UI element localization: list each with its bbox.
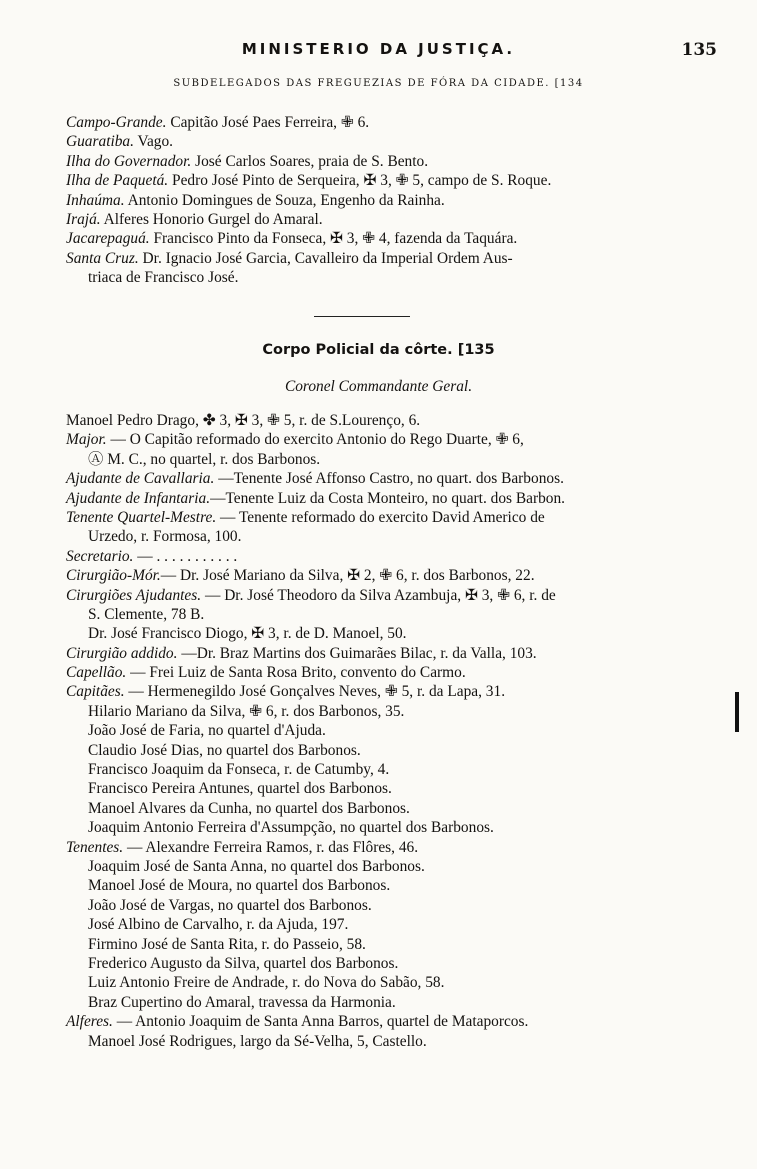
entry-text: Antonio Domingues de Souza, Engenho da Rainha.	[124, 191, 445, 209]
entry-text: Vago.	[133, 133, 174, 151]
entry-label: Jacarepaguá.	[66, 230, 150, 248]
text-line	[66, 411, 698, 430]
text-line	[66, 450, 698, 469]
text-line	[66, 489, 698, 508]
entry-text: Frederico Augusto da Silva, quartel dos Barbonos.	[88, 954, 399, 972]
entry-text: Alferes Honorio Gurgel do Amaral.	[100, 210, 323, 228]
entry-text: S. Clemente, 78 B.	[88, 605, 205, 623]
entry-text: — Antonio Joaquim de Santa Anna Barros, quartel de Mataporcos.	[112, 1013, 529, 1031]
text-line	[66, 191, 698, 210]
text-line	[66, 644, 698, 663]
text-line	[66, 624, 698, 643]
entry-text: Urzedo, r. Formosa, 100.	[88, 528, 242, 546]
section-header: SUBDELEGADOS DAS FREGUEZIAS DE FÓRA DA CIDADE. [134	[173, 78, 584, 89]
entry-text: Dr. Ignacio José Garcia, Cavalleiro da Imperial Ordem Aus-	[138, 249, 513, 267]
entry-text: Firmino José de Santa Rita, r. do Passeio, 58.	[88, 935, 366, 953]
text-line	[66, 566, 698, 585]
entry-label: Ajudante de Infantaria.	[66, 489, 211, 507]
entry-label: Ilha de Paquetá.	[66, 172, 169, 190]
entry-text: Manoel Alvares da Cunha, no quartel dos Barbonos.	[88, 799, 410, 817]
text-line	[66, 547, 698, 566]
text-line	[66, 721, 698, 740]
entry-text: Joaquim Antonio Ferreira d'Assumpção, no quartel dos Barbonos.	[88, 819, 494, 837]
text-line	[66, 682, 698, 701]
text-line	[66, 508, 698, 527]
entry-text: Luiz Antonio Freire de Andrade, r. do Nova do Sabão, 58.	[88, 974, 445, 992]
entry-text: — O Capitão reformado do exercito Antonio do Rego Duarte, ✙ 6,	[106, 431, 524, 449]
text-line	[66, 935, 698, 954]
entry-text: Claudio José Dias, no quartel dos Barbonos.	[88, 741, 361, 759]
text-line	[66, 171, 698, 190]
entry-label: Capitães.	[66, 683, 125, 701]
entry-text: Manoel José Rodrigues, largo da Sé-Velha, 5, Castello.	[88, 1032, 427, 1050]
section-subtitle: Coronel Commandante Geral.	[284, 378, 473, 395]
entry-label: Ajudante de Cavallaria.	[66, 470, 215, 488]
entry-text: — Tenente reformado do exercito David Americo de	[216, 508, 545, 526]
section-title: Corpo Policial da côrte. [135	[262, 342, 495, 358]
entry-text: José Albino de Carvalho, r. da Ajuda, 197.	[88, 916, 349, 934]
entry-text: — Alexandre Ferreira Ramos, r. das Flôres, 46.	[123, 838, 419, 856]
entry-label: Inhaúma.	[66, 191, 125, 209]
text-line	[66, 760, 698, 779]
entry-label: Guaratiba.	[66, 133, 134, 151]
text-line	[66, 799, 698, 818]
entry-text: Hilario Mariano da Silva, ✙ 6, r. dos Barbonos, 35.	[88, 702, 405, 720]
text-line	[66, 954, 698, 973]
text-line	[66, 857, 698, 876]
entry-text: Pedro José Pinto de Serqueira, ✠ 3, ✙ 5, campo de S. Roque.	[168, 172, 552, 190]
entry-text: Capitão José Paes Ferreira, ✙ 6.	[166, 114, 370, 131]
text-line	[66, 113, 698, 132]
entry-label: Secretario.	[66, 547, 134, 565]
entry-label: Tenente Quartel-Mestre.	[66, 508, 217, 526]
entry-text: —Dr. Braz Martins dos Guimarães Bilac, r. da Valla, 103.	[177, 644, 537, 662]
entry-text: Ⓐ M. C., no quartel, r. dos Barbonos.	[88, 450, 321, 468]
text-line	[66, 818, 698, 837]
text-line	[66, 896, 698, 915]
text-line	[66, 973, 698, 992]
text-line	[66, 527, 698, 546]
entry-label: Alferes.	[66, 1013, 113, 1031]
entry-text: Dr. José Francisco Diogo, ✠ 3, r. de D. Manoel, 50.	[88, 625, 407, 643]
entry-label: Capellão.	[66, 664, 127, 682]
entry-label: Campo-Grande.	[66, 114, 167, 131]
entry-text: João José de Vargas, no quartel dos Barbonos.	[88, 896, 372, 914]
entry-text: —Tenente José Affonso Castro, no quart. dos Barbonos.	[214, 470, 564, 488]
entry-text: Francisco Pinto da Fonseca, ✠ 3, ✙ 4, fazenda da Taquára.	[149, 230, 518, 248]
text-line	[66, 430, 698, 449]
margin-mark	[735, 692, 739, 732]
entry-label: Major.	[66, 431, 107, 449]
entry-text: — Frei Luiz de Santa Rosa Brito, convento do Carmo.	[126, 664, 466, 682]
text-line	[66, 1012, 698, 1031]
text-line	[66, 663, 698, 682]
text-line	[66, 1032, 698, 1051]
text-line	[66, 993, 698, 1012]
entry-text: Braz Cupertino do Amaral, travessa da Harmonia.	[88, 993, 396, 1011]
entry-text: João José de Faria, no quartel d'Ajuda.	[88, 722, 326, 740]
subdelegados-list	[66, 113, 698, 288]
text-line	[66, 876, 698, 895]
entry-text: Joaquim José de Santa Anna, no quartel dos Barbonos.	[88, 857, 425, 875]
text-line	[66, 779, 698, 798]
entry-text: Francisco Pereira Antunes, quartel dos Barbonos.	[88, 780, 392, 798]
text-line	[66, 268, 698, 287]
entry-text: — Hermenegildo José Gonçalves Neves, ✙ 5, r. da Lapa, 31.	[124, 683, 506, 701]
text-line	[66, 915, 698, 934]
text-line	[66, 469, 698, 488]
page-number: 135	[681, 40, 717, 60]
entry-text: Manoel José de Moura, no quartel dos Barbonos.	[88, 877, 391, 895]
entry-text: — . . . . . . . . . . .	[133, 547, 238, 565]
text-line	[66, 702, 698, 721]
entry-text: — Dr. José Mariano da Silva, ✠ 2, ✙ 6, r. dos Barbonos, 22.	[160, 567, 535, 585]
text-line	[66, 132, 698, 151]
text-line	[66, 152, 698, 171]
text-line	[66, 210, 698, 229]
corpo-policial-list	[66, 411, 698, 1051]
entry-label: Cirurgiões Ajudantes.	[66, 586, 202, 604]
entry-text: — Dr. José Theodoro da Silva Azambuja, ✠ 3, ✙ 6, r. de	[201, 586, 556, 604]
entry-text: Manoel Pedro Drago, ✤ 3, ✠ 3, ✙ 5, r. de S.Lourenço, 6.	[66, 412, 421, 429]
entry-text: Francisco Joaquim da Fonseca, r. de Catumby, 4.	[88, 761, 390, 779]
text-line	[66, 838, 698, 857]
divider	[314, 316, 410, 317]
entry-label: Irajá.	[66, 210, 101, 228]
text-line	[66, 586, 698, 605]
text-line	[66, 249, 698, 268]
entry-text: —Tenente Luiz da Costa Monteiro, no quart. dos Barbon.	[210, 489, 566, 507]
entry-label: Ilha do Governador.	[66, 152, 192, 170]
running-header: MINISTERIO DA JUSTIÇA.	[241, 40, 516, 58]
entry-text: triaca de Francisco José.	[88, 269, 239, 287]
entry-label: Tenentes.	[66, 838, 124, 856]
text-line	[66, 229, 698, 248]
entry-label: Santa Cruz.	[66, 249, 139, 267]
entry-label: Cirurgião-Mór.	[66, 567, 161, 585]
text-line	[66, 605, 698, 624]
text-line	[66, 741, 698, 760]
entry-text: José Carlos Soares, praia de S. Bento.	[191, 152, 429, 170]
entry-label: Cirurgião addido.	[66, 644, 178, 662]
